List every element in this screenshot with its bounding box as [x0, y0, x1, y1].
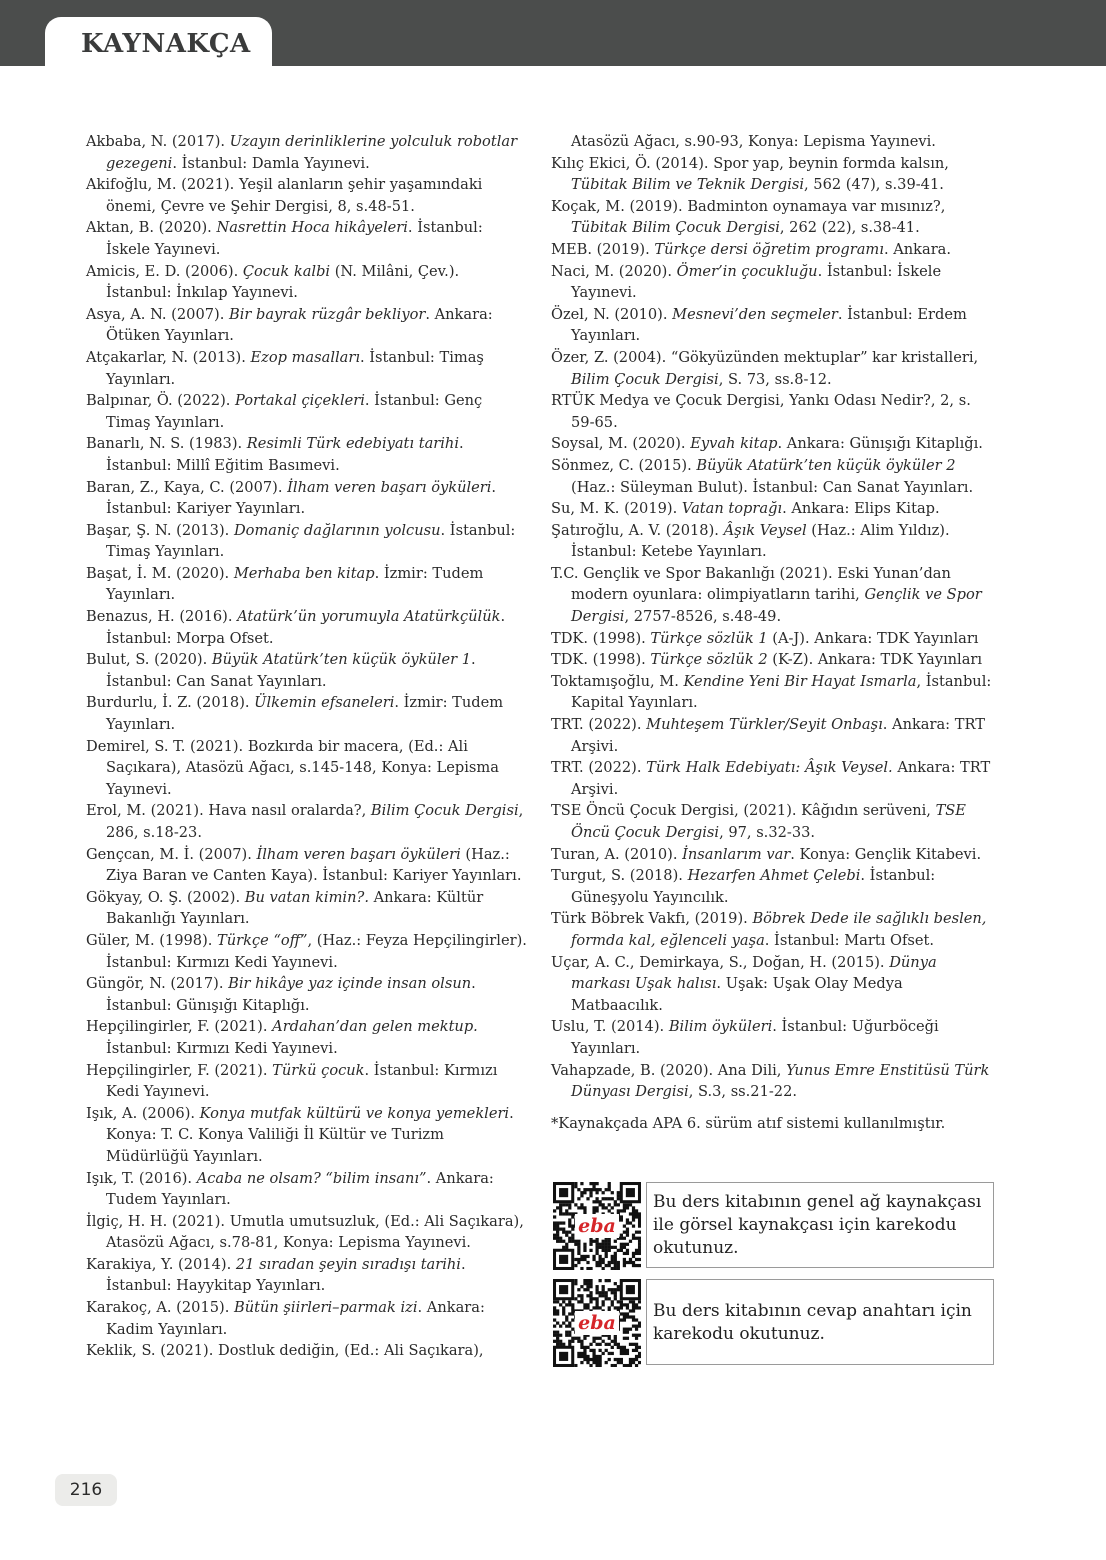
qr-caption-answers: Bu ders kitabının cevap anahtarı için karekodu okutunuz. [646, 1279, 994, 1365]
page-number: 216 [69, 1480, 103, 1500]
eba-logo: eba [578, 1215, 616, 1237]
bibliography-entry: Burdurlu, İ. Z. (2018). Ülkemin efsaneleri. İzmir: Tudem Yayınları. [86, 694, 504, 734]
bibliography-entry: İlgiç, H. H. (2021). Umutla umutsuzluk, (Ed.: Ali Saçıkara), Atasözü Ağacı, s.78-81, Konya: Lepisma Yayınevi. [86, 1212, 524, 1252]
bibliography-entry: Baran, Z., Kaya, C. (2007). İlham veren başarı öyküleri. İstanbul: Kariyer Yayınları. [86, 478, 497, 518]
page-title: KAYNAKÇA [81, 29, 251, 59]
bibliography-entry: Hepçilingirler, F. (2021). Türkü çocuk. İstanbul: Kırmızı Kedi Yayınevi. [86, 1061, 498, 1101]
bibliography-entry: TDK. (1998). Türkçe sözlük 2 (K-Z). Ankara: TDK Yayınları [551, 651, 983, 669]
bibliography-entry: Işık, T. (2016). Acaba ne olsam? “bilim insanı”. Ankara: Tudem Yayınları. [86, 1169, 494, 1209]
bibliography-entry: Balpınar, Ö. (2022). Portakal çiçekleri. İstanbul: Genç Timaş Yayınları. [86, 392, 483, 431]
bibliography-entry: Gençcan, M. İ. (2007). İlham veren başarı öyküleri (Haz.: Ziya Baran ve Canten Kaya). İstanbul: Kariyer Yayınları. [86, 845, 522, 885]
bibliography-entry: Uslu, T. (2014). Bilim öyküleri. İstanbul: Uğurböceği Yayınları. [551, 1018, 939, 1057]
qr-caption-sources: Bu ders kitabının genel ağ kaynakçası ile görsel kaynakçası için karekodu okutunuz. [646, 1182, 994, 1268]
bibliography-entry: TDK. (1998). Türkçe sözlük 1 (A-J). Ankara: TDK Yayınları [551, 629, 979, 647]
page-number-badge [55, 1474, 117, 1506]
bibliography-entry: Karakoç, A. (2015). Bütün şiirleri–parmak izi. Ankara: Kadim Yayınları. [86, 1299, 485, 1338]
qr-code-icon[interactable] [553, 1279, 641, 1367]
bibliography-entry: Sönmez, C. (2015). Büyük Atatürk’ten küçük öyküler 2 (Haz.: Süleyman Bulut). İstanbul: Can Sanat Yayınları. [551, 456, 974, 496]
header-tab [45, 17, 272, 66]
bibliography-entry: Başat, İ. M. (2020). Merhaba ben kitap. İzmir: Tudem Yayınları. [86, 564, 484, 604]
citation-note: *Kaynakçada APA 6. sürüm atıf sistemi kullanılmıştır. [551, 1114, 946, 1132]
bibliography-entry: Koçak, M. (2019). Badminton oynamaya var mısınız?, Tübitak Bilim Çocuk Dergisi, 262 (22), s.38-41. [551, 197, 946, 237]
qr-box-answers [551, 1279, 996, 1367]
bibliography-entry: Aktan, B. (2020). Nasrettin Hoca hikâyeleri. İstanbul: İskele Yayınevi. [86, 219, 483, 258]
bibliography-entry: Özel, N. (2010). Mesnevi’den seçmeler. İstanbul: Erdem Yayınları. [551, 305, 967, 345]
bibliography-entry: Vahapzade, B. (2020). Ana Dili, Yunus Emre Enstitüsü Türk Dünyası Dergisi, S.3, ss.21-22. [551, 1061, 990, 1101]
bibliography-entry: Soysal, M. (2020). Eyvah kitap. Ankara: Günışığı Kitaplığı. [551, 435, 983, 453]
bibliography-entry: Toktamışoğlu, M. Kendine Yeni Bir Hayat Ismarla, İstanbul: Kapital Yayınları. [551, 672, 992, 712]
bibliography-entry: TRT. (2022). Muhteşem Türkler/Seyit Onbaşı. Ankara: TRT Arşivi. [551, 716, 985, 755]
bibliography-entry: Güngör, N. (2017). Bir hikâye yaz içinde insan olsun. İstanbul: Günışığı Kitaplığı. [86, 975, 476, 1014]
bibliography-entry: Kılıç Ekici, Ö. (2014). Spor yap, beynin formda kalsın, Tübitak Bilim ve Teknik Dergisi, 562 (47), s.39-41. [551, 154, 949, 194]
bibliography-entry: Atasözü Ağacı, s.90-93, Konya: Lepisma Yayınevi. [571, 133, 936, 150]
bibliography-entry: Türk Böbrek Vakfı, (2019). Böbrek Dede ile sağlıklı beslen, formda kal, eğlenceli yaşa. İstanbul: Martı Ofset. [551, 910, 987, 949]
bibliography-column-right [551, 131, 996, 1134]
bibliography-entry: Atçakarlar, N. (2013). Ezop masalları. İstanbul: Timaş Yayınları. [86, 348, 484, 388]
bibliography-entry: Güler, M. (1998). Türkçe “off”, (Haz.: Feyza Hepçilingirler). İstanbul: Kırmızı Kedi Yayınevi. [86, 931, 527, 971]
bibliography-entry: Banarlı, N. S. (1983). Resimli Türk edebiyatı tarihi. İstanbul: Millî Eğitim Basımevi. [86, 435, 464, 474]
bibliography-entry: Özer, Z. (2004). “Gökyüzünden mektuplar” kar kristalleri, Bilim Çocuk Dergisi, S. 73, ss.8-12. [551, 348, 979, 388]
qr-code-icon[interactable] [553, 1182, 641, 1270]
bibliography-entry: Uçar, A. C., Demirkaya, S., Doğan, H. (2015). Dünya markası Uşak halısı. Uşak: Uşak Olay Medya Matbaacılık. [551, 953, 937, 1014]
bibliography-entry: Başar, Ş. N. (2013). Domaniç dağlarının yolcusu. İstanbul: Timaş Yayınları. [86, 521, 516, 561]
bibliography-entry: Demirel, S. T. (2021). Bozkırda bir macera, (Ed.: Ali Saçıkara), Atasözü Ağacı, s.145-148, Konya: Lepisma Yayınevi. [86, 737, 499, 798]
bibliography-entry: MEB. (2019). Türkçe dersi öğretim programı. Ankara. [551, 240, 952, 258]
bibliography-entry: TSE Öncü Çocuk Dergisi, (2021). Kâğıdın serüveni, TSE Öncü Çocuk Dergisi, 97, s.32-33. [551, 802, 966, 841]
bibliography-entry: Akbaba, N. (2017). Uzayın derinliklerine yolculuk robotlar gezegeni. İstanbul: Damla Yayınevi. [86, 133, 518, 172]
bibliography-entry: RTÜK Medya ve Çocuk Dergisi, Yankı Odası Nedir?, 2, s. 59-65. [551, 392, 971, 431]
bibliography-entry: Akifoğlu, M. (2021). Yeşil alanların şehir yaşamındaki önemi, Çevre ve Şehir Dergisi, 8, s.48-51. [86, 176, 483, 215]
bibliography-entry: Benazus, H. (2016). Atatürk’ün yorumuyla Atatürkçülük. İstanbul: Morpa Ofset. [86, 608, 506, 647]
bibliography-entry: TRT. (2022). Türk Halk Edebiyatı: Âşık Veysel. Ankara: TRT Arşivi. [551, 759, 991, 798]
bibliography-entry: T.C. Gençlik ve Spor Bakanlığı (2021). Eski Yunan’dan modern oyunlara: olimpiyatların tarihi, Gençlik ve Spor Dergisi, 2757-8526, s.48-49. [551, 564, 982, 626]
bibliography-entry: Hepçilingirler, F. (2021). Ardahan’dan gelen mektup. İstanbul: Kırmızı Kedi Yayınevi. [86, 1018, 478, 1057]
bibliography-entry: Naci, M. (2020). Ömer’in çocukluğu. İstanbul: İskele Yayınevi. [551, 262, 942, 302]
bibliography-entry: Işık, A. (2006). Konya mutfak kültürü ve konya yemekleri. Konya: T. C. Konya Valiliği İl Kültür ve Turizm Müdürlüğü Yayınları. [86, 1104, 514, 1165]
qr-box-sources [551, 1182, 996, 1270]
bibliography-entry: Su, M. K. (2019). Vatan toprağı. Ankara: Elips Kitap. [551, 500, 940, 518]
bibliography-entry: Bulut, S. (2020). Büyük Atatürk’ten küçük öyküler 1. İstanbul: Can Sanat Yayınları. [86, 651, 476, 690]
bibliography-entry: Şatıroğlu, A. V. (2018). Âşık Veysel (Haz.: Alim Yıldız). İstanbul: Ketebe Yayınları. [551, 521, 950, 561]
bibliography-entry: Turgut, S. (2018). Hezarfen Ahmet Çelebi. İstanbul: Güneşyolu Yayıncılık. [551, 867, 936, 906]
bibliography-entry: Amicis, E. D. (2006). Çocuk kalbi (N. Milâni, Çev.). İstanbul: İnkılap Yayınevi. [86, 262, 460, 302]
bibliography-column-left [86, 131, 528, 1362]
bibliography-entry: Keklik, S. (2021). Dostluk dediğin, (Ed.: Ali Saçıkara), [86, 1342, 484, 1360]
bibliography-entry: Gökyay, O. Ş. (2002). Bu vatan kimin?. Ankara: Kültür Bakanlığı Yayınları. [86, 888, 484, 928]
bibliography-entry: Turan, A. (2010). İnsanlarım var. Konya: Gençlik Kitabevi. [551, 845, 982, 863]
bibliography-entry: Karakiya, Y. (2014). 21 sıradan şeyin sıradışı tarihi. İstanbul: Hayykitap Yayınları. [86, 1255, 466, 1295]
bibliography-entry: Asya, A. N. (2007). Bir bayrak rüzgâr bekliyor. Ankara: Ötüken Yayınları. [86, 305, 493, 345]
bibliography-entry: Erol, M. (2021). Hava nasıl oralarda?, Bilim Çocuk Dergisi, 286, s.18-23. [86, 802, 524, 841]
eba-logo: eba [578, 1312, 616, 1334]
header-bar [0, 0, 1106, 66]
